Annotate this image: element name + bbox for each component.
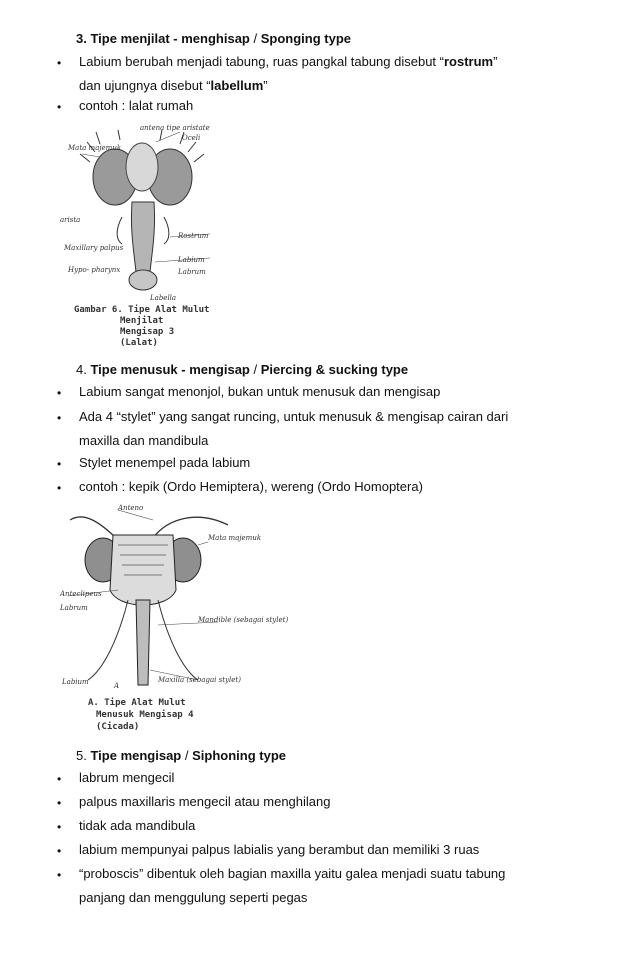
cicada-label-mandible: Mandible (sebagai stylet) — [198, 616, 289, 624]
section5-heading-num: 5. — [76, 748, 87, 763]
section4-heading — [76, 362, 408, 377]
section5-bullet-5: “proboscis” dibentuk oleh bagian maxilla yaitu galea menjadi suatu tabung — [79, 866, 506, 881]
fly-head-illustration — [60, 122, 220, 347]
bullet-glyph: • — [57, 56, 62, 70]
bullet-glyph: • — [57, 868, 62, 882]
section3-heading-name: Tipe menjilat - menghisap — [90, 31, 250, 46]
s3b1-text: Labium berubah menjadi tabung, ruas pangkal tabung disebut “ — [79, 54, 444, 69]
cicada-label-a: A — [114, 682, 120, 690]
fly-label-labium: Labium — [178, 256, 205, 264]
fly-label-oceli: Oceli — [182, 134, 201, 142]
section4-bullet-3: Stylet menempel pada labium — [79, 455, 251, 470]
s3b1c-text: dan ujungnya disebut “ — [79, 78, 211, 93]
section3-heading — [76, 31, 351, 46]
section5-heading — [76, 748, 286, 763]
bullet-glyph: • — [57, 457, 62, 471]
bullet-glyph: • — [57, 820, 62, 834]
section5-bullet-5-cont: panjang dan menggulung seperti pegas — [79, 890, 308, 905]
section3-bullet-2: contoh : lalat rumah — [79, 98, 194, 113]
cicada-caption-2: Menusuk Mengisap 4 — [96, 710, 194, 720]
cicada-caption-1: A. Tipe Alat Mulut — [88, 698, 186, 708]
section5-heading-sep: / — [181, 748, 193, 763]
section4-heading-sep: / — [249, 362, 261, 377]
s3b1c-end: ” — [263, 78, 268, 93]
fly-label-labella: Labella — [150, 294, 177, 302]
fly-caption-4: (Lalat) — [120, 338, 158, 348]
section4-bullet-1: Labium sangat menonjol, bukan untuk menusuk dan mengisap — [79, 384, 441, 399]
section3-heading-en: Sponging type — [260, 31, 351, 46]
section4-heading-name: Tipe menusuk - mengisap — [90, 362, 250, 377]
section4-heading-num: 4. — [76, 362, 87, 377]
section5-bullet-4: labium mempunyai palpus labialis yang berambut dan memiliki 3 ruas — [79, 842, 480, 857]
section3-bullet-1-cont — [79, 78, 268, 94]
cicada-label-labrum: Labrum — [60, 604, 88, 612]
cicada-label-anteclipeus: Anteclipeus — [60, 590, 102, 598]
section5-bullet-1: labrum mengecil — [79, 770, 175, 785]
section3-heading-num: 3. — [76, 31, 87, 46]
fly-label-labrum: Labrum — [178, 268, 206, 276]
fly-label-palpus: Maxillary palpus — [64, 244, 124, 252]
bullet-glyph: • — [57, 100, 62, 114]
s3b1c-bold: labellum — [210, 78, 264, 93]
fly-label-rostrum: Rostrum — [178, 232, 209, 240]
bullet-glyph: • — [57, 796, 62, 810]
s3b1-bold: rostrum — [443, 54, 494, 69]
section5-heading-name: Tipe mengisap — [90, 748, 182, 763]
section3-heading-sep: / — [249, 31, 261, 46]
cicada-caption-3: (Cicada) — [96, 722, 140, 732]
cicada-mouthparts-figure — [58, 500, 289, 738]
bullet-glyph: • — [57, 386, 62, 400]
section5-bullet-3: tidak ada mandibula — [79, 818, 196, 833]
section5-heading-en: Siphoning type — [192, 748, 286, 763]
fly-caption-3: Mengisap 3 — [120, 327, 175, 337]
cicada-label-maxilla: Maxilla (sebagai stylet) — [158, 676, 241, 684]
fly-label-antena: antena tipe aristate — [140, 124, 210, 132]
cicada-label-labium: Labium — [62, 678, 89, 686]
bullet-glyph: • — [57, 844, 62, 858]
section3-bullet-1 — [79, 54, 497, 70]
cicada-label-anteno: Anteno — [118, 504, 144, 512]
bullet-glyph: • — [57, 481, 62, 495]
cicada-head-illustration — [58, 500, 289, 738]
bullet-glyph: • — [57, 772, 62, 786]
fly-mouthparts-figure — [60, 122, 220, 347]
section4-bullet-4: contoh : kepik (Ordo Hemiptera), wereng (Ordo Homoptera) — [79, 479, 423, 494]
section4-bullet-2-cont: maxilla dan mandibula — [79, 433, 209, 448]
bullet-glyph: • — [57, 411, 62, 425]
cicada-label-mata: Mata majemuk — [208, 534, 262, 542]
fly-label-arista: arista — [60, 216, 81, 224]
section4-bullet-2: Ada 4 “stylet” yang sangat runcing, untuk menusuk & mengisap cairan dari — [79, 409, 509, 424]
s3b1-end: ” — [493, 54, 498, 69]
fly-caption-1: Gambar 6. Tipe Alat Mulut — [74, 305, 210, 315]
section5-bullet-2: palpus maxillaris mengecil atau menghilang — [79, 794, 331, 809]
section4-heading-en: Piercing & sucking type — [260, 362, 409, 377]
fly-label-mata: Mata majemuk — [68, 144, 122, 152]
fly-caption-2: Menjilat — [120, 316, 164, 326]
fly-label-hypo: Hypo- pharynx — [68, 266, 121, 274]
